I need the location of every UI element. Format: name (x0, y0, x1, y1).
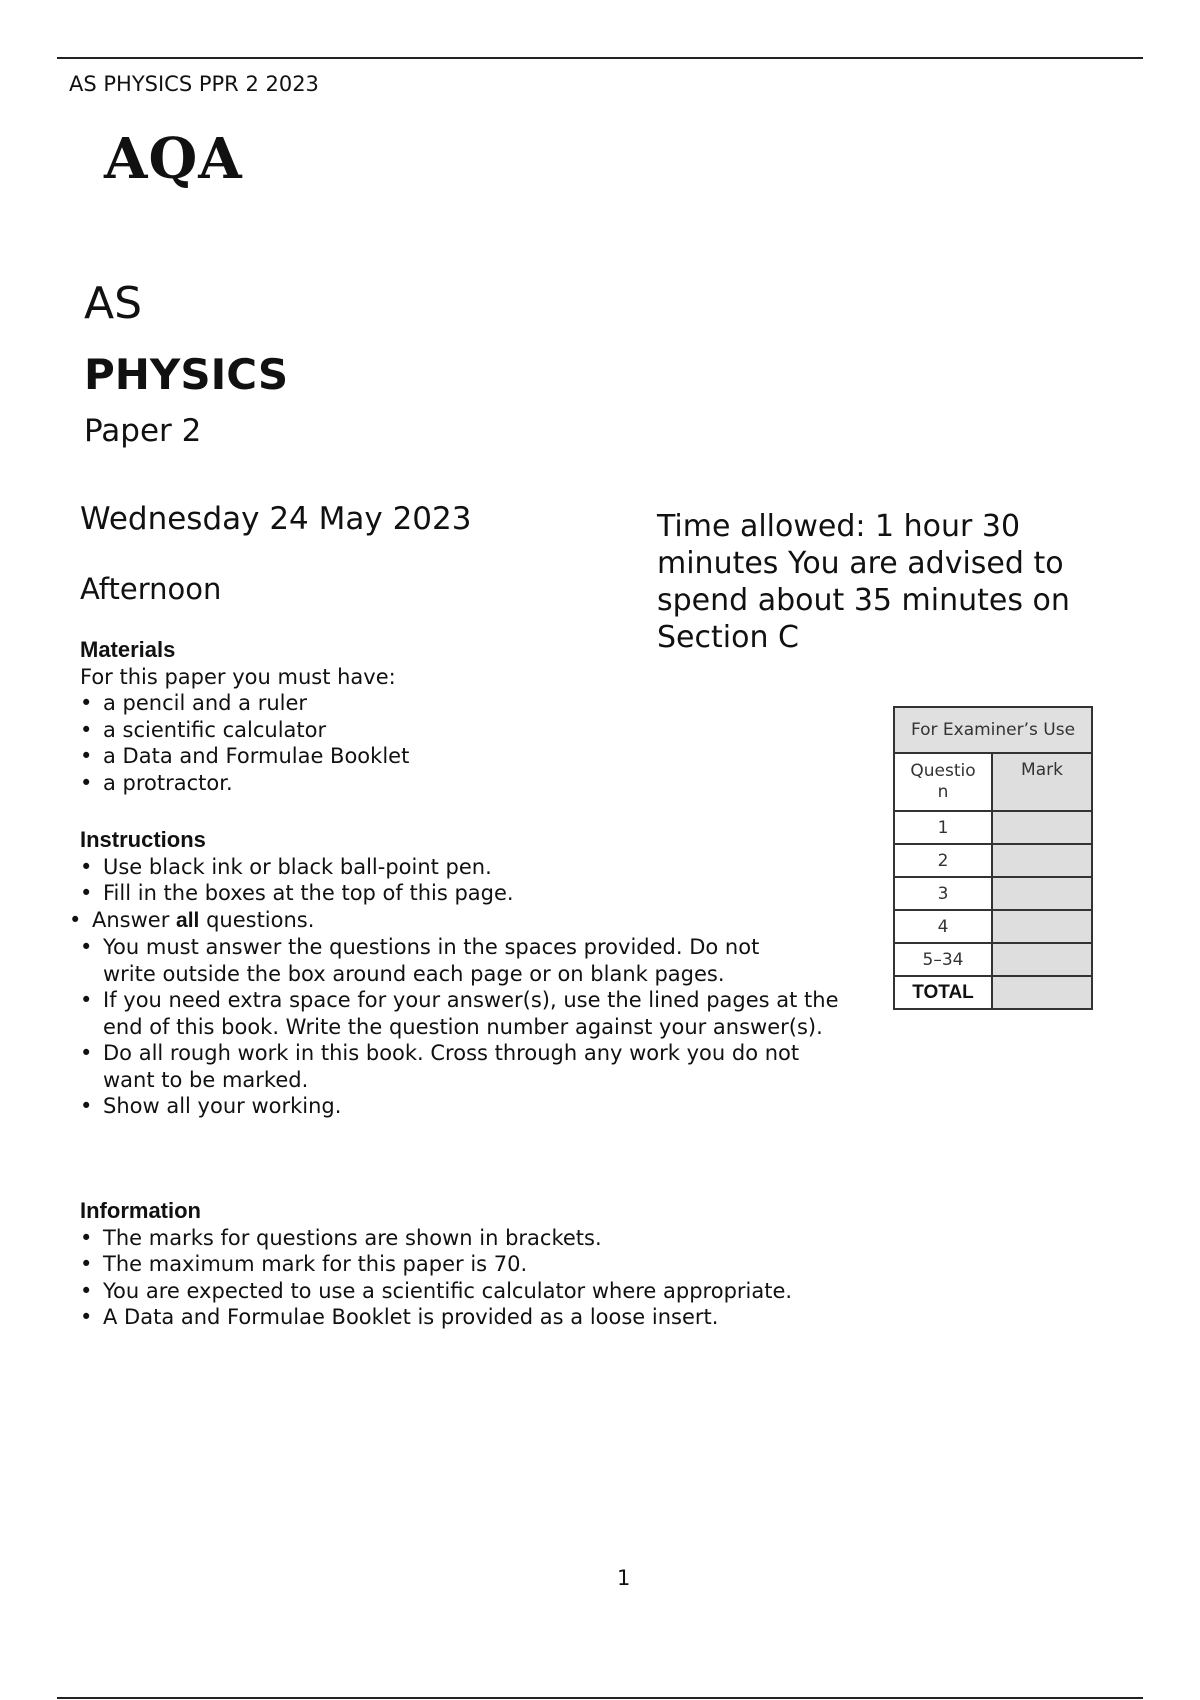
question-number: 2 (894, 844, 992, 877)
list-item: • You must answer the questions in the spaces provided. Do not write outside the box around each page or on blank pages. (80, 934, 803, 987)
list-item (69, 907, 870, 935)
table-row (894, 910, 1092, 943)
mark-cell (992, 811, 1092, 844)
exam-session: Afternoon (80, 572, 222, 606)
list-item-text: questions. (199, 907, 315, 932)
list-item: • a protractor. (80, 770, 870, 797)
running-header: AS PHYSICS PPR 2 2023 (69, 72, 319, 96)
mark-cell (992, 910, 1092, 943)
question-number: 3 (894, 877, 992, 910)
time-allowed: Time allowed: 1 hour 30 minutes You are advised to spend about 35 minutes on Section C (657, 509, 1070, 655)
table-row-total (894, 976, 1092, 1009)
list-item: • Show all your working. (80, 1093, 870, 1120)
mark-cell (992, 943, 1092, 976)
qualification-level: AS (84, 278, 143, 329)
list-item: • Do all rough work in this book. Cross through any work you do not want to be marked. (80, 1040, 823, 1093)
information-heading: Information (80, 1198, 201, 1223)
list-item: • a Data and Formulae Booklet (80, 743, 870, 770)
exam-date: Wednesday 24 May 2023 (80, 501, 472, 537)
information-list (80, 1225, 870, 1331)
list-item: • A Data and Formulae Booklet is provided as a loose insert. (80, 1304, 870, 1331)
materials-intro: For this paper you must have: (80, 664, 396, 689)
bottom-rule (57, 1697, 1143, 1699)
mark-column-header: Mark (992, 753, 1092, 811)
list-item: • If you need extra space for your answer(s), use the lined pages at the end of this book. Write the question number against your answer(s). (80, 987, 873, 1040)
examiner-table-title: For Examiner’s Use (894, 707, 1092, 753)
list-item: • a scientific calculator (80, 717, 870, 744)
question-number: 1 (894, 811, 992, 844)
examiner-use-table (893, 706, 1093, 1010)
list-item: • You are expected to use a scientific calculator where appropriate. (80, 1278, 870, 1305)
total-label: TOTAL (894, 976, 992, 1009)
mark-cell (992, 877, 1092, 910)
list-item: • Fill in the boxes at the top of this page. (80, 880, 870, 907)
list-item-text: Answer (92, 907, 177, 932)
total-mark-cell (992, 976, 1092, 1009)
question-number: 5–34 (894, 943, 992, 976)
top-rule (57, 57, 1143, 59)
table-row (894, 943, 1092, 976)
table-row (894, 844, 1092, 877)
question-column-label: Question (910, 761, 976, 802)
materials-list (80, 690, 870, 796)
instructions-section (80, 827, 870, 1120)
information-section (80, 1198, 870, 1331)
list-item: • The maximum mark for this paper is 70. (80, 1251, 870, 1278)
list-item: • Use black ink or black ball-point pen. (80, 854, 870, 881)
page-number: 1 (617, 1566, 631, 1590)
materials-heading: Materials (80, 637, 176, 662)
question-column-header (894, 753, 992, 811)
subject-title: PHYSICS (84, 350, 289, 399)
emphasis-text: all (176, 908, 200, 932)
aqa-logo: AQA (104, 126, 243, 192)
table-row (894, 811, 1092, 844)
list-item: • a pencil and a ruler (80, 690, 870, 717)
question-number: 4 (894, 910, 992, 943)
table-row (894, 877, 1092, 910)
instructions-list (80, 854, 870, 1120)
paper-number: Paper 2 (84, 413, 202, 449)
mark-cell (992, 844, 1092, 877)
list-item: • The marks for questions are shown in brackets. (80, 1225, 870, 1252)
instructions-heading: Instructions (80, 827, 206, 852)
materials-section (80, 637, 870, 796)
